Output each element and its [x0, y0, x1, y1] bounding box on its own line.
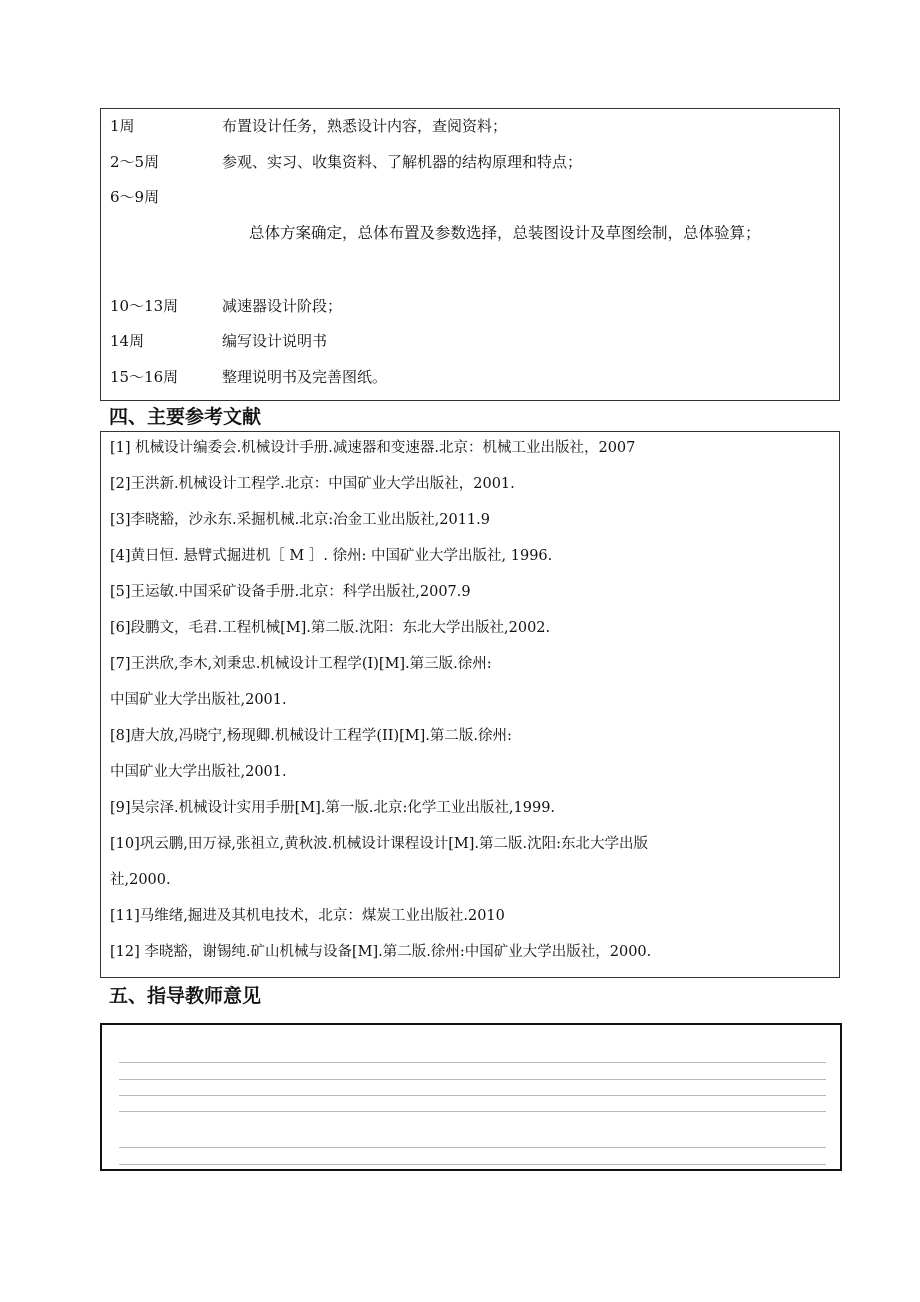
- reference-line: [6]段鹏文，毛君.工程机械[M].第二版.沈阳：东北大学出版社,2002.: [110, 620, 551, 636]
- schedule-task: 编写设计说明书: [222, 332, 328, 350]
- reference-line: [12] 李晓豁，谢锡纯.矿山机械与设备[M].第二版.徐州:中国矿业大学出版社，2000.: [110, 944, 652, 960]
- reference-line: [4]黄日恒. 悬臂式掘进机［ M ］. 徐州: 中国矿业大学出版社, 1996.: [110, 548, 553, 564]
- references-heading: 四、主要参考文献: [109, 406, 262, 428]
- reference-line: 中国矿业大学出版社,2001.: [110, 692, 287, 708]
- schedule-task: 布置设计任务，熟悉设计内容，查阅资料；: [222, 117, 508, 135]
- reference-line: [3]李晓豁，沙永东.采掘机械.北京:冶金工业出版社,2011.9: [110, 512, 490, 528]
- schedule-task: 参观、实习、收集资料、了解机器的结构原理和特点；: [222, 153, 583, 171]
- ruled-line: [119, 1062, 826, 1063]
- schedule-week: 14周: [110, 332, 145, 350]
- reference-line: 社,2000.: [110, 872, 171, 888]
- ruled-line: [119, 1111, 826, 1112]
- ruled-line: [119, 1147, 826, 1148]
- ruled-line: [119, 1095, 826, 1096]
- schedule-week: 1周: [110, 117, 135, 135]
- schedule-task-wrapped: 总体方案确定，总体布置及参数选择，总装图设计及草图绘制，总体验算；: [249, 224, 761, 242]
- reference-line: [9]吴宗泽.机械设计实用手册[M].第一版.北京:化学工业出版社,1999.: [110, 800, 556, 816]
- schedule-week: 10～13周: [110, 297, 179, 315]
- schedule-week: 6～9周: [110, 188, 160, 206]
- schedule-week: 2～5周: [110, 153, 160, 171]
- reference-line: [11]马维绪,掘进及其机电技术，北京：煤炭工业出版社.2010: [110, 908, 505, 924]
- reference-line: [5]王运敏.中国采矿设备手册.北京：科学出版社,2007.9: [110, 584, 471, 600]
- reference-line: [10]巩云鹏,田万禄,张祖立,黄秋波.机械设计课程设计[M].第二版.沈阳:东北大学出版: [110, 836, 648, 852]
- schedule-task: 减速器设计阶段；: [222, 297, 343, 315]
- references-box: [100, 431, 840, 978]
- reference-line: [1] 机械设计编委会.机械设计手册.减速器和变速器.北京：机械工业出版社，2007: [110, 440, 636, 456]
- reference-line: [8]唐大放,冯晓宁,杨现卿.机械设计工程学(II)[M].第二版.徐州:: [110, 728, 512, 744]
- schedule-task: 整理说明书及完善图纸。: [222, 368, 388, 386]
- schedule-box: [100, 108, 840, 401]
- reference-line: [7]王洪欣,李木,刘秉忠.机械设计工程学(I)[M].第三版.徐州:: [110, 656, 492, 672]
- schedule-week: 15～16周: [110, 368, 179, 386]
- reference-line: [2]王洪新.机械设计工程学.北京：中国矿业大学出版社，2001.: [110, 476, 515, 492]
- reference-line: 中国矿业大学出版社,2001.: [110, 764, 287, 780]
- advisor-opinion-box[interactable]: [100, 1023, 842, 1171]
- advisor-heading: 五、指导教师意见: [109, 985, 262, 1007]
- ruled-line: [119, 1079, 826, 1080]
- ruled-line: [119, 1164, 826, 1165]
